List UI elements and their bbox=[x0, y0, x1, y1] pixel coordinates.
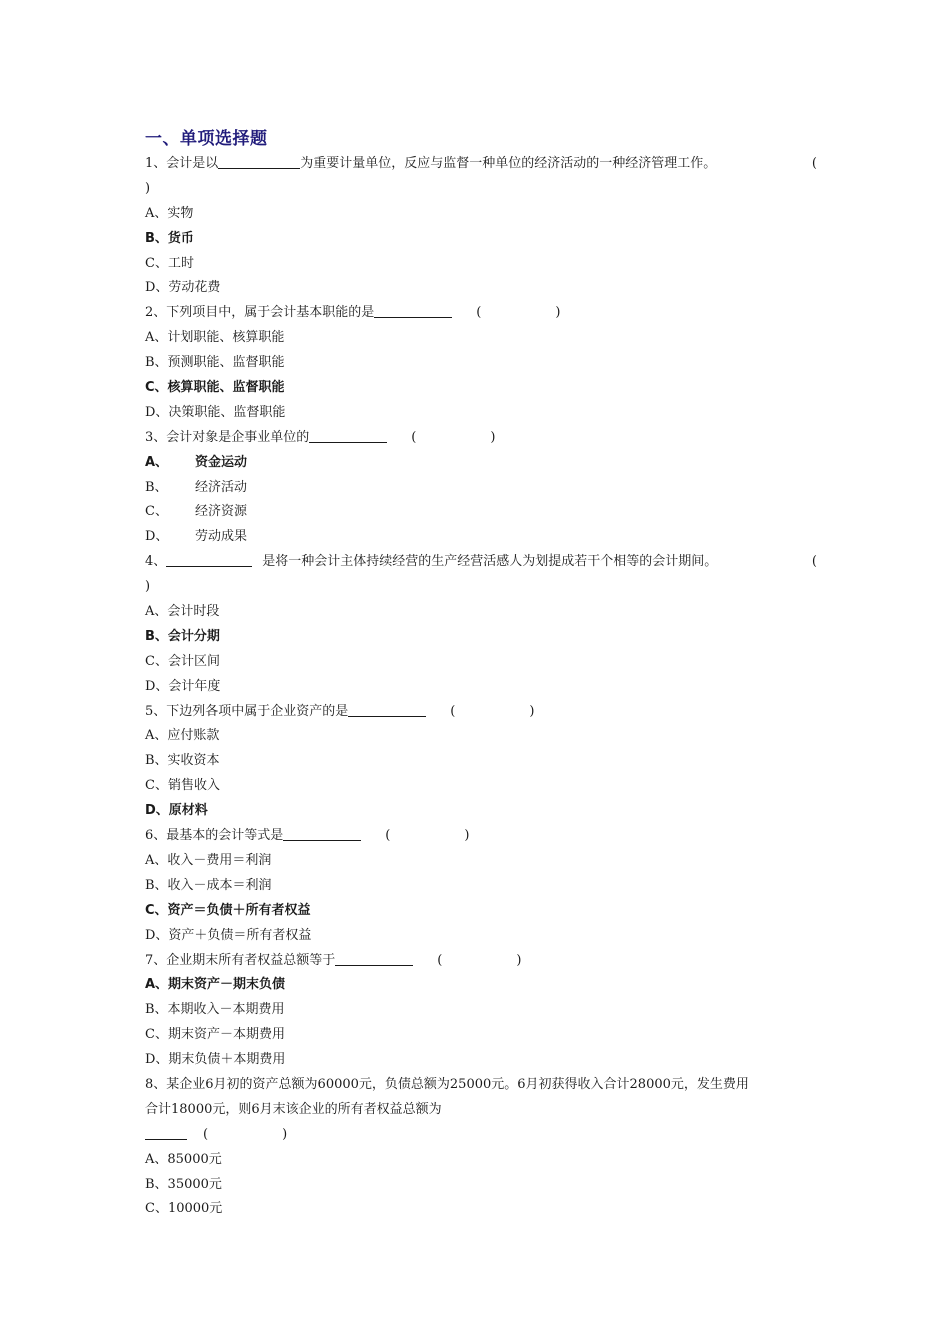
question-4-prefix: 4、 bbox=[145, 554, 167, 570]
option-c: C、工时 bbox=[145, 255, 194, 271]
option-b: B、35000元 bbox=[145, 1176, 222, 1192]
open-paren: ( bbox=[811, 156, 817, 171]
close-paren: ) bbox=[145, 180, 151, 196]
option-c: C、销售收入 bbox=[145, 778, 220, 794]
question-2-text bbox=[145, 301, 815, 326]
open-paren: ( bbox=[450, 703, 456, 719]
option-a-answer: A、期末资产－期末负债 bbox=[145, 977, 286, 993]
question-8-text-line-2: 合计18000元，则6月末该企业的所有者权益总额为 bbox=[145, 1101, 442, 1117]
question-5-text bbox=[145, 700, 815, 725]
question-3-prefix: 3、会计对象是企事业单位的 bbox=[145, 429, 310, 445]
question-5-prefix: 5、下边列各项中属于企业资产的是 bbox=[145, 703, 349, 719]
close-paren: ) bbox=[490, 429, 496, 445]
question-4-suffix: 是将一种会计主体持续经营的生产经营活感人为划提成若干个相等的会计期间。 bbox=[262, 554, 718, 570]
option-c-answer: C、资产＝负债＋所有者权益 bbox=[145, 902, 311, 918]
option-d: D、决策职能、监督职能 bbox=[145, 404, 286, 420]
option-text: 经济活动 bbox=[195, 479, 248, 495]
document-page bbox=[145, 126, 815, 1222]
question-1-text bbox=[145, 152, 815, 177]
question-2-prefix: 2、下列项目中，属于会计基本职能的是 bbox=[145, 305, 375, 321]
option-b-answer: B、会计分期 bbox=[145, 628, 220, 644]
option-letter: A、 bbox=[145, 454, 169, 470]
answer-blank bbox=[218, 153, 300, 169]
question-6-prefix: 6、最基本的会计等式是 bbox=[145, 828, 284, 844]
question-8-text-line-1: 8、某企业6月初的资产总额为60000元，负债总额为25000元。6月初获得收入合计28000元，发生费用 bbox=[145, 1076, 749, 1092]
option-letter: C、 bbox=[145, 504, 168, 520]
open-paren: ( bbox=[203, 1126, 209, 1142]
answer-blank bbox=[335, 950, 413, 966]
close-paren: ) bbox=[529, 703, 535, 719]
open-paren: ( bbox=[411, 429, 417, 445]
answer-blank bbox=[145, 1124, 187, 1140]
close-paren: ) bbox=[555, 305, 561, 321]
question-7-prefix: 7、企业期末所有者权益总额等于 bbox=[145, 952, 336, 968]
option-c: C、期末资产－本期费用 bbox=[145, 1027, 285, 1043]
section-title: 一、单项选择题 bbox=[145, 129, 268, 149]
open-paren: ( bbox=[385, 828, 391, 844]
option-a: A、收入－费用＝利润 bbox=[145, 852, 272, 868]
option-c: C、会计区间 bbox=[145, 653, 220, 669]
close-paren: ) bbox=[282, 1126, 288, 1142]
question-6-text bbox=[145, 824, 815, 849]
open-paren: ( bbox=[437, 952, 443, 968]
option-a: A、85000元 bbox=[145, 1151, 222, 1167]
close-paren: ) bbox=[516, 952, 522, 968]
option-b: B、收入－成本＝利润 bbox=[145, 877, 272, 893]
option-c: C、10000元 bbox=[145, 1201, 223, 1217]
question-7-text bbox=[145, 949, 815, 974]
option-b: B、本期收入－本期费用 bbox=[145, 1002, 285, 1018]
option-a: A、会计时段 bbox=[145, 604, 220, 620]
close-paren: ) bbox=[464, 828, 470, 844]
option-d: D、资产＋负债＝所有者权益 bbox=[145, 927, 312, 943]
option-text: 劳动成果 bbox=[195, 529, 248, 545]
close-paren: ) bbox=[145, 579, 151, 595]
option-b: B、预测职能、监督职能 bbox=[145, 355, 285, 371]
option-d: D、期末负债＋本期费用 bbox=[145, 1052, 286, 1068]
option-c bbox=[145, 500, 815, 525]
option-a: A、实物 bbox=[145, 205, 194, 221]
option-text: 经济资源 bbox=[195, 504, 248, 520]
option-a-answer bbox=[145, 451, 815, 476]
open-paren: ( bbox=[476, 305, 482, 321]
option-text: 资金运动 bbox=[195, 454, 248, 470]
option-a: A、应付账款 bbox=[145, 728, 220, 744]
option-letter: D、 bbox=[145, 529, 169, 545]
question-1-prefix: 1、会计是以 bbox=[145, 156, 219, 171]
question-4-text bbox=[145, 550, 815, 575]
option-b bbox=[145, 476, 815, 501]
answer-blank bbox=[374, 302, 452, 318]
question-1-suffix: 为重要计量单位，反应与监督一种单位的经济活动的一种经济管理工作。 bbox=[300, 156, 717, 171]
option-d bbox=[145, 525, 815, 550]
answer-blank bbox=[166, 551, 252, 567]
answer-blank bbox=[348, 701, 426, 717]
option-letter: B、 bbox=[145, 479, 168, 495]
option-a: A、计划职能、核算职能 bbox=[145, 330, 285, 346]
option-b: B、实收资本 bbox=[145, 753, 220, 769]
answer-blank bbox=[309, 427, 387, 443]
option-b-answer: B、货币 bbox=[145, 230, 194, 246]
question-8-answer-line bbox=[145, 1123, 815, 1148]
option-d: D、劳动花费 bbox=[145, 280, 221, 296]
option-d-answer: D、原材料 bbox=[145, 803, 208, 819]
answer-blank bbox=[283, 825, 361, 841]
question-3-text bbox=[145, 426, 815, 451]
option-c-answer: C、核算职能、监督职能 bbox=[145, 380, 285, 396]
open-paren: ( bbox=[811, 554, 817, 570]
option-d: D、会计年度 bbox=[145, 678, 221, 694]
